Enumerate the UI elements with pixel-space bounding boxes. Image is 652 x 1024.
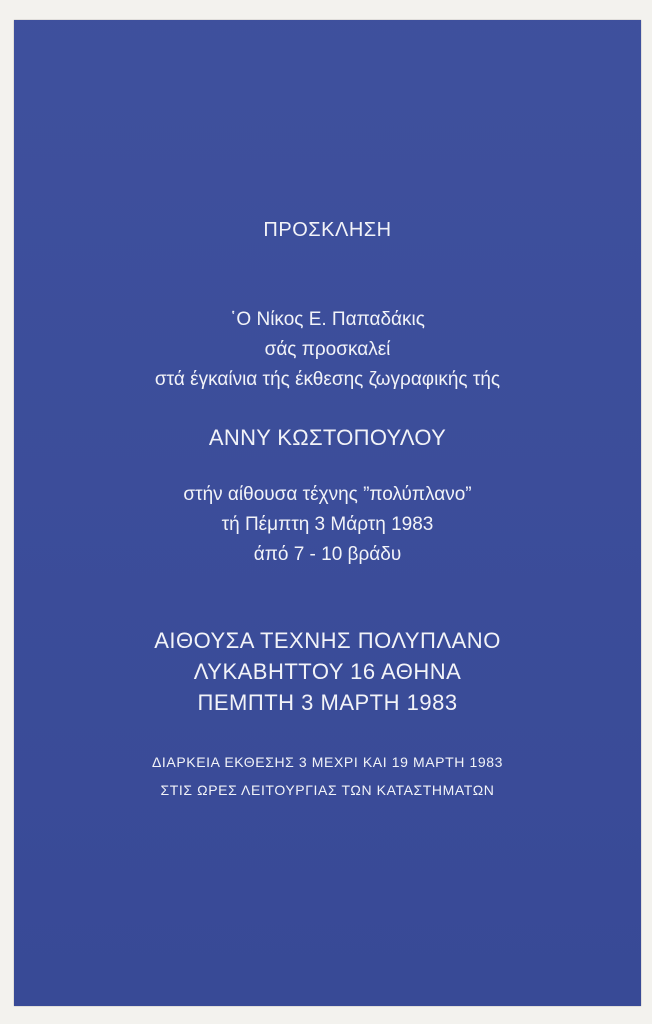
exhibition-duration: ΔΙΑΡΚΕΙΑ ΕΚΘΕΣΗΣ 3 ΜΕΧΡΙ ΚΑΙ 19 ΜΑΡΤΗ 1983 <box>151 754 503 770</box>
host-line: ῾Ο Νίκος Ε. Παπαδάκις <box>230 309 425 330</box>
venue-address: ΛΥΚΑΒΗΤΤΟΥ 16 ΑΘΗΝΑ <box>193 659 462 684</box>
time-line: άπό 7 - 10 βράδυ <box>253 544 402 565</box>
invites-line: σάς προσκαλεί <box>264 339 391 360</box>
venue-name: ΑΙΘΟΥΣΑ ΤΕΧΝΗΣ ΠΟΛΥΠΛΑΝΟ <box>154 628 501 653</box>
exhibition-hours: ΣΤΙΣ ΩΡΕΣ ΛΕΙΤΟΥΡΓΙΑΣ ΤΩΝ ΚΑΤΑΣΤΗΜΑΤΩΝ <box>160 782 495 798</box>
artist-name: ΑΝΝΥ ΚΩΣΤΟΠΟΥΛΟΥ <box>208 425 447 450</box>
date-line: τή Πέμπτη 3 Μάρτη 1983 <box>221 514 434 535</box>
gallery-line: στήν αίθουσα τέχνης ”πολύπλανο” <box>183 484 472 505</box>
invitation-title: ΠΡΟΣΚΛΗΣΗ <box>263 219 392 241</box>
invitation-card <box>14 20 641 1006</box>
venue-date: ΠΕΜΠΤΗ 3 ΜΑΡΤΗ 1983 <box>197 690 458 715</box>
opening-line: στά έγκαίνια τής έκθεσης ζωγραφικής τής <box>154 369 501 390</box>
